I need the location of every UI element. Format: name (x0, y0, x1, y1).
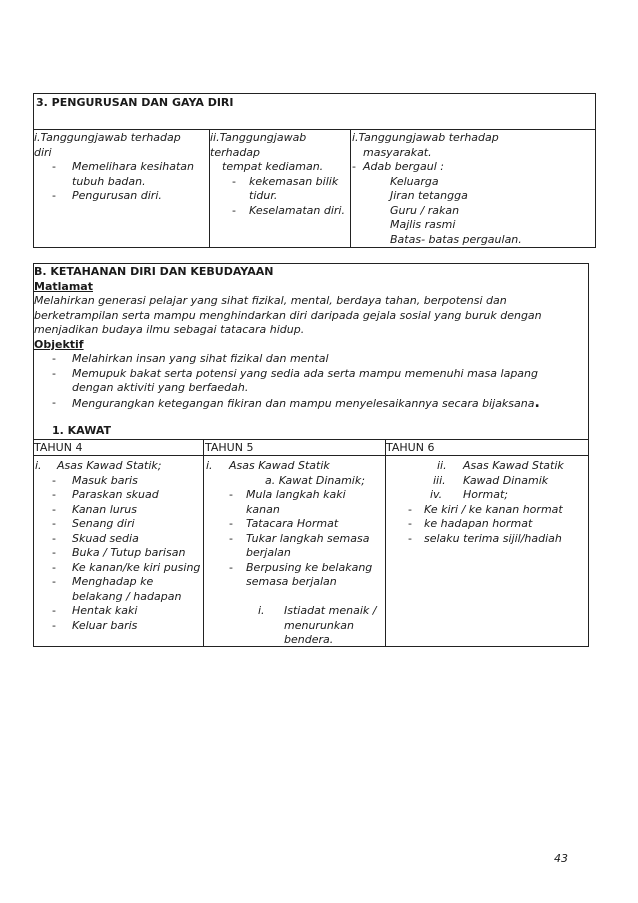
bullet-dash: - (52, 517, 56, 530)
t4-item: Masuk baris (72, 474, 138, 487)
col3-subitem: Majlis rasmi (390, 218, 456, 231)
bullet-dash: - (52, 160, 56, 173)
t5-sub-a: a. Kawat Dinamik; (265, 474, 365, 487)
objektif-item-text: Mengurangkan ketegangan fikiran dan mampu menyelesaikannya secara bijaksana (72, 397, 535, 410)
objektif-label: Objektif (34, 338, 84, 351)
t4-item: Buka / Tutup barisan (72, 546, 186, 559)
bullet-dash: - (52, 604, 56, 617)
col1-item: Pengurusan diri. (72, 189, 162, 202)
bullet-dash: - (352, 160, 356, 173)
t5-sub-i-cont: bendera. (284, 633, 334, 646)
col2-item-cont: tidur. (249, 189, 278, 202)
t6-roman-item: Asas Kawad Statik (463, 459, 564, 472)
t5-item: Berpusing ke belakang (246, 561, 373, 574)
bullet-dash: - (408, 532, 412, 545)
objektif-item: Memupuk bakat serta potensi yang sedia ada serta mampu memenuhi masa lapang (72, 367, 538, 380)
bullet-dash: - (52, 474, 56, 487)
t6-roman-item: Hormat; (463, 488, 508, 501)
bullet-dash: - (232, 204, 236, 217)
bullet-dash: - (52, 532, 56, 545)
section3-title: 3. PENGURUSAN DAN GAYA DIRI (36, 96, 234, 109)
bullet-dash: - (408, 503, 412, 516)
section3-col-divider-2 (350, 129, 351, 248)
objektif-item (72, 396, 540, 412)
t4-item: Ke kanan/ke kiri pusing (72, 561, 201, 574)
t5-sub-i-num: i. (258, 604, 265, 617)
t5-sub-i-cont: menurunkan (284, 619, 354, 632)
t6-item: selaku terima sijil/hadiah (424, 532, 562, 545)
t6-roman: iv. (430, 488, 443, 501)
t6-roman-item: Kawad Dinamik (463, 474, 549, 487)
t5-item-cont: kanan (246, 503, 280, 516)
bullet-dash: - (229, 488, 233, 501)
bullet-dash: - (52, 503, 56, 516)
col1-item: Memelihara kesihatan (72, 160, 194, 173)
matlamat-text: berketrampilan serta mampu menghindarkan diri daripada gejala sosial yang buruk dengan (34, 309, 542, 322)
t4-item: Kanan lurus (72, 503, 137, 516)
header-tahun5: TAHUN 5 (205, 441, 254, 454)
sectionB-title: B. KETAHANAN DIRI DAN KEBUDAYAAN (34, 265, 274, 278)
objektif-item: Melahirkan insan yang sihat fizikal dan mental (72, 352, 329, 365)
col1-heading: i.Tanggungjawab terhadap (34, 131, 181, 144)
col3-subitem: Guru / rakan (390, 204, 460, 217)
kawat-header-divider (33, 455, 589, 456)
bullet-dash: - (52, 396, 56, 409)
col1-item-cont: tubuh badan. (72, 175, 146, 188)
bullet-dash: - (232, 175, 236, 188)
t4-num: i. (35, 459, 42, 472)
col3-heading-cont: masyarakat. (363, 146, 432, 159)
t5-sub-i: Istiadat menaik / (284, 604, 377, 617)
t6-item: Ke kiri / ke kanan hormat (424, 503, 563, 516)
col3-heading: i.Tanggungjawab terhadap (352, 131, 499, 144)
bullet-dash: - (408, 517, 412, 530)
t4-item-cont: belakang / hadapan (72, 590, 182, 603)
t6-roman: iii. (433, 474, 446, 487)
matlamat-text: menjadikan budaya ilmu sebagai tatacara hidup. (34, 323, 305, 336)
col3-item-intro: Adab bergaul : (363, 160, 444, 173)
kawat-col-divider-1 (203, 439, 204, 647)
page-number: 43 (554, 852, 568, 865)
t5-item-cont: berjalan (246, 546, 291, 559)
t5-item-cont: semasa berjalan (246, 575, 337, 588)
bullet-dash: - (52, 561, 56, 574)
t4-item: Keluar baris (72, 619, 138, 632)
bullet-dash: - (52, 619, 56, 632)
objektif-item-cont: dengan aktiviti yang berfaedah. (72, 381, 249, 394)
kawat-heading: 1. KAWAT (52, 424, 112, 437)
bullet-dash: - (52, 575, 56, 588)
bullet-dash: - (52, 189, 56, 202)
t4-title: Asas Kawad Statik; (57, 459, 162, 472)
header-tahun4: TAHUN 4 (34, 441, 83, 454)
bullet-dash: - (52, 352, 56, 365)
t6-item: ke hadapan hormat (424, 517, 533, 530)
t4-item: Paraskan skuad (72, 488, 159, 501)
bullet-dash: - (229, 561, 233, 574)
t4-item: Hentak kaki (72, 604, 138, 617)
col3-subitem: Keluarga (390, 175, 439, 188)
col2-item: Keselamatan diri. (249, 204, 345, 217)
col2-heading-cont: terhadap (210, 146, 261, 159)
col3-subitem: Batas- batas pergaulan. (390, 233, 522, 246)
t5-title: Asas Kawad Statik (229, 459, 330, 472)
bullet-dash: - (52, 488, 56, 501)
col2-item: kekemasan bilik (249, 175, 339, 188)
bullet-dash: - (229, 517, 233, 530)
header-tahun6: TAHUN 6 (386, 441, 435, 454)
col2-heading: ii.Tanggungjawab (210, 131, 307, 144)
col3-subitem: Jiran tetangga (390, 189, 468, 202)
matlamat-text: Melahirkan generasi pelajar yang sihat fizikal, mental, berdaya tahan, berpotensi dan (34, 294, 507, 307)
bullet-dash: - (52, 367, 56, 380)
t5-item: Tukar langkah semasa (246, 532, 370, 545)
bullet-dash: - (229, 532, 233, 545)
kawat-col-divider-2 (385, 439, 386, 647)
col2-heading-cont: tempat kediaman. (222, 160, 324, 173)
t4-item: Skuad sedia (72, 532, 139, 545)
t5-num: i. (206, 459, 213, 472)
t4-item: Senang diri (72, 517, 135, 530)
matlamat-label: Matlamat (34, 280, 93, 293)
bullet-dash: - (52, 546, 56, 559)
t5-item: Mula langkah kaki (246, 488, 346, 501)
t6-roman: ii. (437, 459, 447, 472)
t4-item: Menghadap ke (72, 575, 154, 588)
objektif-period: . (534, 395, 540, 411)
col1-heading-cont: diri (34, 146, 52, 159)
t5-item: Tatacara Hormat (246, 517, 339, 530)
